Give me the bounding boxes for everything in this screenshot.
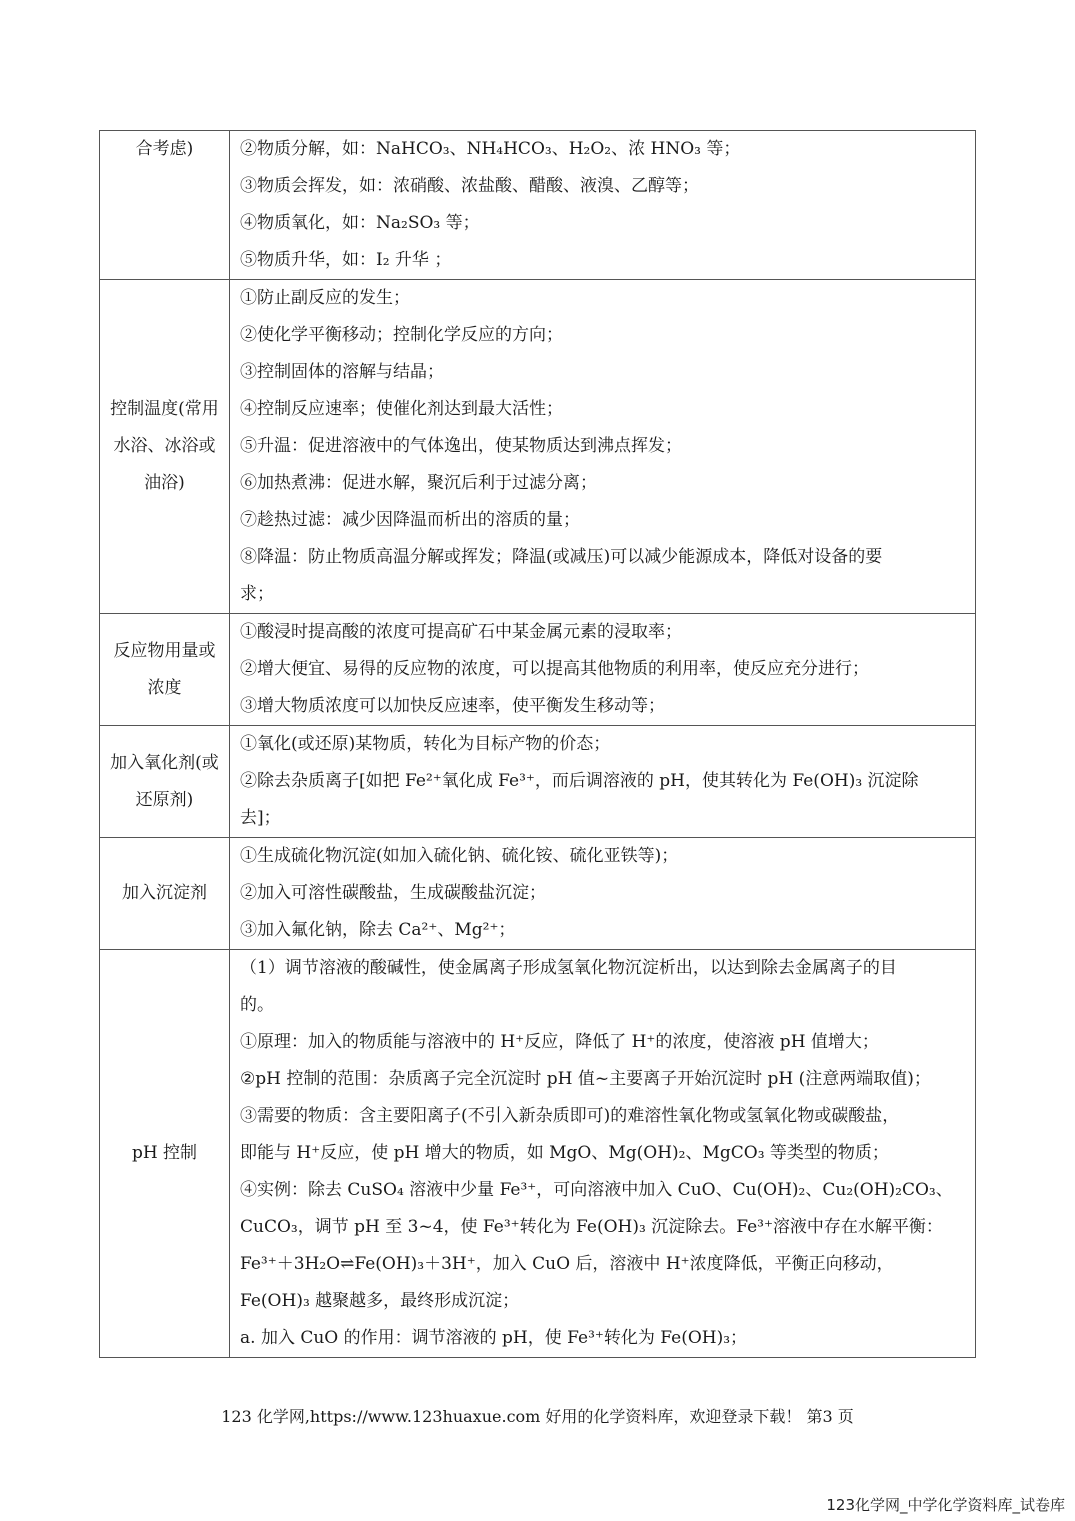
list-item: ⑥加热煮沸：促进水解，聚沉后利于过滤分离；: [240, 473, 597, 493]
row-content: [230, 614, 976, 726]
list-item: ④物质氧化，如：Na₂SO₃ 等；: [240, 213, 480, 233]
row-content: [230, 838, 976, 950]
row-content: [230, 950, 976, 1358]
list-item: ③需要的物质：含主要阳离子(不引入新杂质即可)的难溶性氧化物或氢氧化物或碳酸盐，: [240, 1106, 900, 1126]
list-item: （1）调节溶液的酸碱性，使金属离子形成氢氧化物沉淀析出，以达到除去金属离子的目: [240, 958, 897, 978]
list-item: ④实例：除去 CuSO₄ 溶液中少量 Fe³⁺，可向溶液中加入 CuO、Cu(OH)₂、Cu₂(OH)₂CO₃、: [240, 1180, 953, 1200]
list-item: ①氧化(或还原)某物质，转化为目标产物的价态；: [240, 734, 611, 754]
list-item: ⑧降温：防止物质高温分解或挥发；降温(或减压)可以减少能源成本，降低对设备的要: [240, 547, 883, 567]
row-label: 反应物用量或浓度: [100, 614, 230, 726]
row-label: 加入氧化剂(或还原剂): [100, 726, 230, 838]
list-item: Fe³⁺＋3H₂O⇌Fe(OH)₃＋3H⁺，加入 CuO 后，溶液中 H⁺浓度降低，平衡正向移动，: [240, 1254, 894, 1274]
row-content: [230, 131, 976, 280]
content-table: [99, 130, 976, 1358]
table-row: [100, 280, 976, 614]
list-item: ③增大物质浓度可以加快反应速率，使平衡发生移动等；: [240, 696, 665, 716]
list-item: ⑦趁热过滤：减少因降温而析出的溶质的量；: [240, 510, 580, 530]
list-item: ②增大便宜、易得的反应物的浓度，可以提高其他物质的利用率，使反应充分进行；: [240, 659, 869, 679]
list-item: Fe(OH)₃ 越聚越多，最终形成沉淀；: [240, 1291, 520, 1311]
list-item: 即能与 H⁺反应，使 pH 增大的物质，如 MgO、Mg(OH)₂、MgCO₃ 等类型的物质；: [240, 1143, 889, 1163]
row-content: [230, 280, 976, 614]
list-item: ①防止副反应的发生；: [240, 288, 410, 308]
list-item: ②加入可溶性碳酸盐，生成碳酸盐沉淀；: [240, 883, 546, 903]
list-item: ②pH 控制的范围：杂质离子完全沉淀时 pH 值~主要离子开始沉淀时 pH (注意两端取值)；: [240, 1069, 931, 1089]
list-item: ⑤物质升华，如：I₂ 升华 ；: [240, 250, 452, 270]
page-footer: 123 化学网,https://www.123huaxue.com 好用的化学资料库，欢迎登录下载！ 第3 页: [221, 1407, 854, 1426]
list-item: ②除去杂质离子[如把 Fe²⁺氧化成 Fe³⁺，而后调溶液的 pH，使其转化为 Fe(OH)₃ 沉淀除: [240, 771, 919, 791]
list-item: ④控制反应速率；使催化剂达到最大活性；: [240, 399, 563, 419]
row-label: 合考虑): [100, 131, 230, 280]
list-item: CuCO₃，调节 pH 至 3~4，使 Fe³⁺转化为 Fe(OH)₃ 沉淀除去。Fe³⁺溶液中存在水解平衡：: [240, 1217, 943, 1237]
list-item: a. 加入 CuO 的作用：调节溶液的 pH，使 Fe³⁺转化为 Fe(OH)₃；: [240, 1328, 748, 1348]
table-row: [100, 614, 976, 726]
row-label: 加入沉淀剂: [100, 838, 230, 950]
list-item: ③加入氟化钠，除去 Ca²⁺、Mg²⁺；: [240, 920, 516, 940]
row-content: [230, 726, 976, 838]
list-item: ③控制固体的溶解与结晶；: [240, 362, 444, 382]
table-row: [100, 131, 976, 280]
list-item: 去]；: [240, 808, 281, 828]
list-item: ①生成硫化物沉淀(如加入硫化钠、硫化铵、硫化亚铁等)；: [240, 846, 679, 866]
list-item: ③物质会挥发，如：浓硝酸、浓盐酸、醋酸、液溴、乙醇等；: [240, 176, 699, 196]
table-row: [100, 726, 976, 838]
list-item: ①原理：加入的物质能与溶液中的 H⁺反应，降低了 H⁺的浓度，使溶液 pH 值增大；: [240, 1032, 879, 1052]
table-row: [100, 838, 976, 950]
row-label: 控制温度(常用水浴、冰浴或油浴): [100, 280, 230, 614]
list-item: 求；: [240, 584, 274, 604]
list-item: 的。: [240, 995, 274, 1015]
list-item: ②使化学平衡移动；控制化学反应的方向；: [240, 325, 563, 345]
row-label: pH 控制: [100, 950, 230, 1358]
list-item: ⑤升温：促进溶液中的气体逸出，使某物质达到沸点挥发；: [240, 436, 682, 456]
watermark: 123化学网_中学化学资料库_试卷库: [826, 1496, 1065, 1514]
list-item: ①酸浸时提高酸的浓度可提高矿石中某金属元素的浸取率；: [240, 622, 682, 642]
table-row: [100, 950, 976, 1358]
list-item: ②物质分解，如：NaHCO₃、NH₄HCO₃、H₂O₂、浓 HNO₃ 等；: [240, 139, 741, 159]
